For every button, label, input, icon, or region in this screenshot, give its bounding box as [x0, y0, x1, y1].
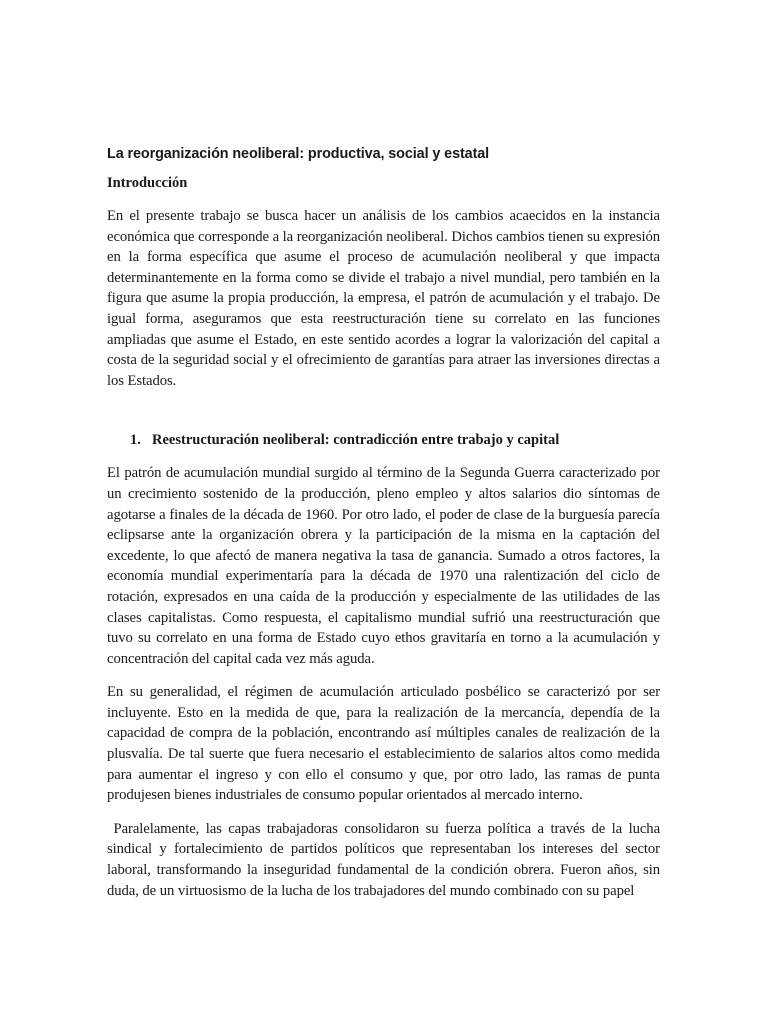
section-1-paragraph: Paralelamente, las capas trabajadoras consolidaron su fuerza política a través de la lucha sindical y fortalecimiento de partidos políticos que representaban los intereses del sector laboral, transformando la inseguridad fundamental de la condición obrera. Fueron años, sin duda, de un virtuosismo de la lucha de los trabajadores del mundo combinado con su papel	[107, 820, 664, 899]
intro-heading: Introducción	[107, 175, 188, 191]
document-title: La reorganización neoliberal: productiva, social y estatal	[107, 146, 490, 162]
document-body	[107, 144, 664, 901]
section-1-title: Reestructuración neoliberal: contradicción entre trabajo y capital	[152, 432, 560, 449]
section-1-heading	[107, 430, 660, 450]
section-1-paragraph: En su generalidad, el régimen de acumulación articulado posbélico se caracterizó por ser incluyente. Esto en la medida de que, para la realización de la mercancía, dependía de la capacidad de compra de la población, encontrando así múltiples canales de realización de la plusvalía. De tal suerte que fuera necesario el establecimiento de salarios altos como medida para aumentar el ingreso y con ello el consumo y que, por otro lado, las ramas de punta produjesen bienes industriales de consumo popular orientados al mercado interno.	[107, 684, 660, 804]
intro-paragraph: En el presente trabajo se busca hacer un análisis de los cambios acaecidos en la instancia económica que corresponde a la reorganización neoliberal. Dichos cambios tienen su expresión en la forma específica que asume el proceso de acumulación neoliberal y que impacta determinantemente en la forma como se divide el trabajo a nivel mundial, pero también en la figura que asume la propia producción, la empresa, el patrón de acumulación y el trabajo. De igual forma, aseguramos que esta reestructuración tiene su correlato en las funciones ampliadas que asume el Estado, en este sentido acordes a lograr la valorización del capital a costa de la seguridad social y el ofrecimiento de garantías para atraer las inversiones directas a los Estados.	[107, 208, 660, 389]
section-1-paragraph: El patrón de acumulación mundial surgido al término de la Segunda Guerra caracterizado por un crecimiento sostenido de la producción, pleno empleo y altos salarios dio síntomas de agotarse a finales de la década de 1960. Por otro lado, el poder de clase de la burguesía parecía eclipsarse ante la organización obrera y la participación de la misma en la captación del excedente, lo que afectó de manera negativa la tasa de ganancia. Sumado a otros factores, la economía mundial experimentaría para la década de 1970 una ralentización del ciclo de rotación, expresados en una caída de la producción y especialmente de las utilidades de las clases capitalistas. Como respuesta, el capitalismo mundial sufrió una reestructuración que tuvo su correlato en una forma de Estado cuyo ethos gravitaría en torno a la acumulación y concentración del capital cada vez más aguda.	[107, 465, 660, 667]
section-1-number: 1.	[130, 432, 141, 449]
